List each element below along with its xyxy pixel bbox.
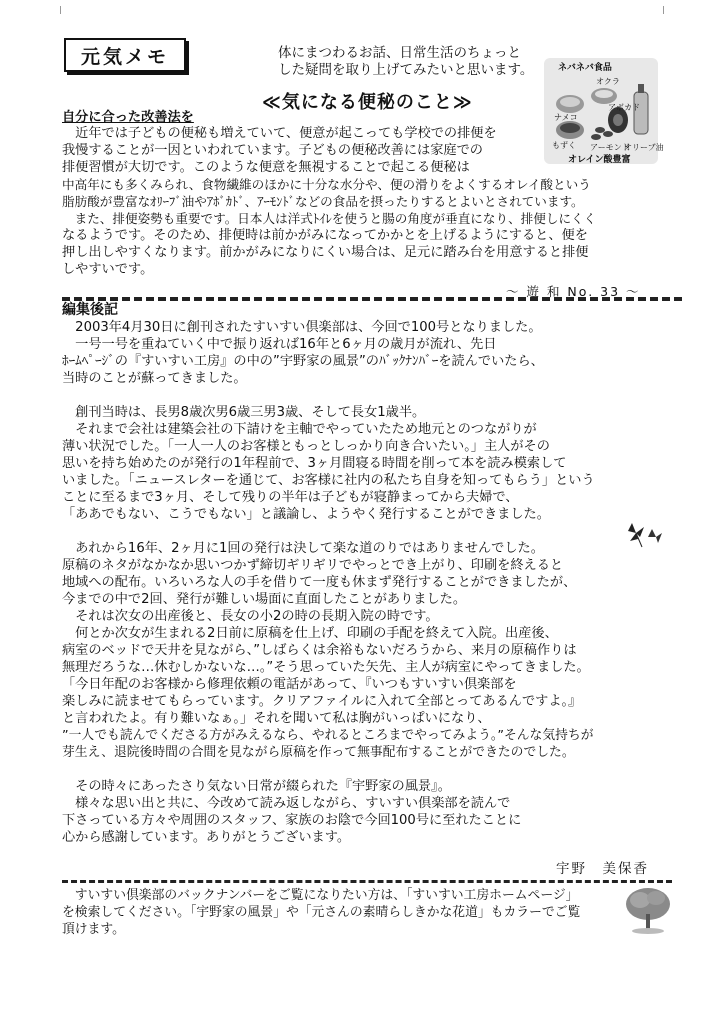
footer-line: 頂けます。: [62, 922, 125, 937]
food-label-mozuku: もずく: [552, 141, 576, 150]
editor-line: 一号一号を重ねていく中で振り返れば16年と6ヶ月の歳月が流れ、先日: [62, 337, 497, 352]
editor-line: ﾎｰﾑﾍﾟｰｼﾞの『すいすい工房』の中の”宇野家の風景”のﾊﾞｯｸﾅﾝﾊﾞｰを読んでいたら、: [62, 354, 544, 369]
food-caption: オレイン酸豊富: [568, 155, 631, 165]
body-line: しやすいです。: [62, 262, 154, 277]
editor-line: 思いを持ち始めたのが発行の1年程前で、3ヶ月間寝る時間を削って本を読み模索して: [62, 456, 567, 471]
editor-line: 様々な思い出と共に、今改めて読み返しながら、すいすい倶楽部を読んで: [62, 796, 511, 811]
editor-line: 「ああでもない、こうでもない」と議論し、ようやく発行することができました。: [62, 507, 550, 522]
footer-line: すいすい倶楽部のバックナンバーをご覧になりたい方は、「すいすい工房ホームページ」: [62, 888, 579, 903]
editor-line: 創刊当時は、長男8歳次男6歳三男3歳、そして長女1歳半。: [62, 405, 426, 420]
body-line: 我慢することが一因といわれています。子どもの便秘改善には家庭での: [62, 143, 483, 158]
article-subheading: 自分に合った改善法を: [62, 110, 194, 125]
body-line: 近年では子どもの便秘も増えていて、便意が起こっても学校での排便を: [62, 126, 497, 141]
editor-line: ことに至るまで3ヶ月、そして残りの半年は子どもが寝静まってから夫婦で、: [62, 490, 519, 505]
editor-line: 当時のことが蘇ってきました。: [62, 371, 247, 386]
food-label-okra: オクラ: [596, 77, 620, 86]
editor-line: あれから16年、2ヶ月に1回の発行は決して楽な道のりではありませんでした。: [62, 541, 544, 556]
editor-line: それまで会社は建築会社の下請けを主軸でやっていたため地元とのつながりが: [62, 422, 537, 437]
editor-line: 今までの中で2回、発行が難しい場面に直面したことがありました。: [62, 592, 467, 607]
tree-icon: [622, 884, 674, 936]
editor-line: 無理だろうな…休むしかないな…。”そう思っていた矢先、主人が病室にやってきました。: [62, 660, 590, 675]
body-line: 中高年にも多くみられ、食物繊維のほかに十分な水分や、便の滑りをよくするオレイ酸という: [62, 177, 591, 192]
article-credit: ～ 遊 和 No. 33 ～: [506, 284, 641, 299]
crop-mark: [60, 6, 69, 14]
footer-line: を検索してください。「宇野家の風景」や「元さんの素晴らしきかな花道」もカラーでご覧: [62, 905, 581, 920]
leaf-decoration-icon: [624, 519, 664, 549]
food-title: ネバネバ食品: [558, 63, 612, 73]
editor-line: それは次女の出産後と、長女の小2の時の長期入院の時です。: [62, 609, 439, 624]
editor-line: 「今日年配のお客様から修理依頼の電話があって、『いつもすいすい倶楽部を: [62, 677, 517, 692]
editor-line: 下さっている方々や周囲のスタッフ、家族のお陰で今回100号に至れたことに: [62, 813, 522, 828]
editor-line: 薄い状況でした。「一人一人のお客様ともっとしっかり向き合いたい。」主人がその: [62, 439, 550, 454]
body-line: なるようです。そのため、排便時は前かがみになってかかとを上げるようにすると、便を: [62, 228, 588, 243]
healthy-food-illustration: [544, 58, 664, 165]
editor-line: 病室のベッドで天井を見ながら、”しばらくは余裕もないだろうから、来月の原稿作りは: [62, 643, 577, 658]
crop-mark: [655, 6, 664, 14]
body-line: また、排便姿勢も重要です。日本人は洋式ﾄｲﾚを使うと腸の角度が垂直になり、排便しにくく: [62, 211, 597, 226]
editor-line: と言われたよ。有り難いなぁ。」それを聞いて私は胸がいっぱいになり、: [62, 711, 491, 726]
editor-line: 何とか次女が生まれる2日前に原稿を仕上げ、印刷の手配を終えて入院。出産後、: [62, 626, 558, 641]
article-headline: ≪気になる便秘のこと≫: [262, 92, 473, 113]
memo-title-box: [64, 38, 186, 72]
intro-line-2: した疑問を取り上げてみたいと思います。: [278, 62, 534, 78]
editor-line: 芽生え、退院後時間の合間を見ながら原稿を作って無事配布することができたのでした。: [62, 745, 575, 760]
section-divider: [62, 297, 682, 301]
body-line: 脂肪酸が豊富なｵﾘｰﾌﾞ油やｱﾎﾞｶﾄﾞ、ｱｰﾓﾝﾄﾞなどの食品を摂ったりするとよいとされています。: [62, 194, 584, 209]
editor-line: 心から感謝しています。ありがとうございます。: [62, 830, 351, 845]
food-label-olive-oil: オリーブ油: [624, 143, 664, 152]
intro-line-1: 体にまつわるお話、日常生活のちょっと: [278, 45, 521, 61]
editor-line: 地域への配布。いろいろな人の手を借りて一度も休まず発行することができましたが、: [62, 575, 577, 590]
editor-line: 楽しみに読ませてもらっています。クリアファイルに入れて全部とってあるんですよ。』: [62, 694, 582, 709]
editor-line: ”一人でも読んでくださる方がみえるなら、やれるところまでやってみよう。”そんな気持ちが: [62, 728, 594, 743]
author-signature: 宇野 美保香: [556, 861, 649, 877]
editor-line: 原稿のネタがなかなか思いつかず締切ギリギリでやっとでき上がり、印刷を終えると: [62, 558, 564, 573]
food-label-avocado: アボカド: [608, 103, 640, 112]
body-line: 排便習慣が大切です。このような便意を無視することで起こる便秘は: [62, 160, 470, 175]
editor-line: 2003年4月30日に創刊されたすいすい倶楽部は、今回で100号となりました。: [62, 320, 542, 335]
editor-line: いました。「ニュースレターを通じて、お客様に社内の私たち自身を知ってもらう」という: [62, 473, 595, 488]
food-label-nameko: ナメコ: [554, 113, 578, 122]
editor-heading: 編集後記: [62, 302, 118, 318]
footer-divider: [62, 880, 672, 883]
memo-title: 元気メモ: [80, 45, 169, 68]
body-line: 押し出しやすくなります。前かがみになりにくい場合は、足元に踏み台を用意すると排便: [62, 245, 589, 260]
editor-line: その時々にあったさり気ない日常が綴られた『宇野家の風景』。: [62, 779, 451, 794]
food-label-almond: アーモンド: [590, 143, 630, 152]
